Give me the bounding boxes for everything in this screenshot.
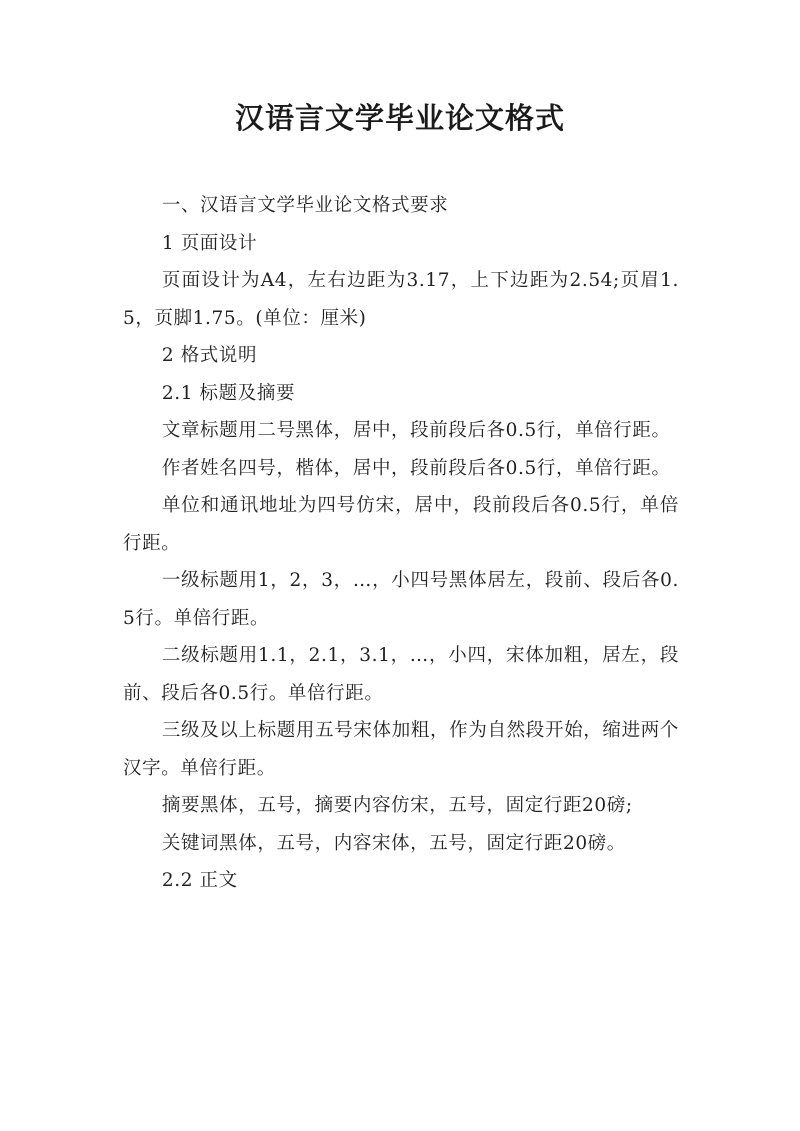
paragraph-level1-heading: 一级标题用1，2，3，…，小四号黑体居左，段前、段后各0.5行。单倍行距。 [123, 570, 679, 629]
paragraph-level3-heading: 三级及以上标题用五号宋体加粗，作为自然段开始，缩进两个汉字。单倍行距。 [123, 720, 679, 779]
heading-format-notes: 2 格式说明 [161, 345, 258, 366]
heading-page-design: 1 页面设计 [161, 232, 258, 254]
paragraph-level2-heading: 二级标题用1.1，2.1，3.1，…，小四，宋体加粗，居左，段前、段后各0.5行。单倍行距。 [123, 645, 679, 704]
paragraph-abstract: 摘要黑体，五号，摘要内容仿宋，五号，固定行距20磅; [161, 795, 633, 816]
paragraph-author-name: 作者姓名四号，楷体，居中，段前段后各0.5行，单倍行距。 [161, 457, 671, 479]
document-body [123, 187, 679, 900]
document-title: 汉语言文学毕业论文格式 [234, 101, 565, 135]
heading-title-abstract: 2.1 标题及摘要 [161, 382, 296, 404]
heading-main-text: 2.2 正文 [161, 870, 238, 891]
paragraph-article-title: 文章标题用二号黑体，居中，段前段后各0.5行，单倍行距。 [161, 420, 671, 441]
section-heading-format-requirements: 一、汉语言文学毕业论文格式要求 [161, 195, 449, 216]
paragraph-keywords: 关键词黑体，五号，内容宋体，五号，固定行距20磅。 [161, 832, 626, 854]
paragraph-affiliation: 单位和通讯地址为四号仿宋，居中，段前段后各0.5行，单倍行距。 [123, 495, 679, 554]
paragraph-page-design: 页面设计为A4，左右边距为3.17，上下边距为2.54;页眉1.5，页脚1.75。(单位：厘米) [123, 270, 679, 329]
